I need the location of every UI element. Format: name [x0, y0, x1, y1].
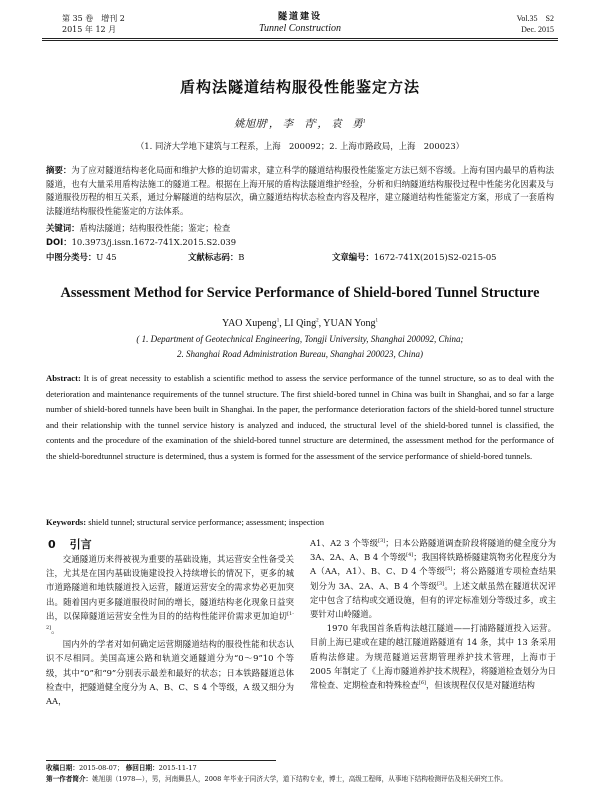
affiliation-en-1: ( 1. Department of Geotechnical Engineering, Tongji University, Shanghai 200092, China; [136, 334, 464, 344]
author-en-sep: , [318, 318, 324, 329]
footer-author-bio [46, 775, 562, 784]
left-column [46, 552, 294, 708]
author-en-3-affil: 1 [375, 318, 379, 324]
author-1-affil: 1 [265, 118, 269, 125]
paragraph-text: ；我国将铁路桥隧建筑物劣化程度分为 A（AA，A1）、B、C、D 4 个等级 [310, 552, 557, 577]
section-number: 0 [48, 538, 56, 551]
revised-label: 修回日期： [125, 764, 159, 772]
author-en-sep: , [279, 318, 285, 329]
paragraph [46, 552, 294, 637]
abstract-en [46, 371, 554, 465]
citation: [3] [437, 580, 445, 587]
doc-code [188, 250, 244, 264]
paragraph-text: 1970 年我国首条盾构法越江隧道——打浦路隧道投入运营。目前上海已建或在建的越江隧道路隧道有 14 条，其中 13 条采用盾构法修建。为规范隧道运营期管理养护技术管理，上海市于 2005 年制定了《上海市隧道养护技术规程》，将隧道检查划分为日常检查、定期检查和特殊检查 [310, 623, 556, 691]
author-en-1: YAO Xupeng [221, 318, 277, 329]
affiliation-en-2: 2. Shanghai Road Administration Bureau, Shanghai 200023, China) [176, 349, 423, 359]
paragraph-text: ；将公路隧道专项检查结果划分为 3A、2A、A、B 4 个等级 [310, 566, 556, 591]
received-label: 收稿日期： [46, 764, 79, 772]
article-number [332, 250, 497, 264]
revised-date: 2015-11-17 [158, 764, 197, 772]
author-en-1-affil: 1 [276, 318, 280, 324]
paragraph-text: ；日本公路隧道调查阶段将隧道的健全度分为 3A、2A、A、B 4 个等级 [310, 538, 557, 563]
authors-en [0, 318, 600, 329]
author-1: 姚旭朋 [234, 118, 266, 130]
header-date: 2015 年 12 月 [62, 25, 117, 34]
header-journal-en: Tunnel Construction [259, 23, 341, 34]
keywords-zh-label: 关键词： [46, 223, 80, 233]
keywords-zh [46, 221, 230, 235]
received-date: 2015-08-07； [78, 764, 124, 772]
author-en-2: LI Qing [284, 318, 317, 329]
author-3: 袁 勇 [331, 118, 363, 130]
doc-code-value: B [238, 252, 245, 262]
author-2-affil: 2 [314, 118, 318, 125]
paragraph [310, 536, 556, 621]
title-zh: 盾构法隧道结构服役性能鉴定方法 [179, 78, 420, 96]
doi-text: 10.3973/j.issn.1672-741X.2015.S2.039 [71, 237, 237, 247]
header-journal-zh: 隧道建设 [277, 12, 322, 22]
keywords-en-text: shield tunnel; structural service performance; assessment; inspection [86, 517, 325, 527]
author-2: 李 青 [282, 118, 315, 130]
abstract-zh-label: 摘要： [46, 165, 72, 175]
header-rule-2 [42, 40, 558, 41]
header-rule [42, 38, 558, 39]
keywords-en-label: Keywords: [46, 517, 87, 527]
paragraph [310, 621, 556, 692]
author-bio-text: 姚旭朋（1978—），男，河南舞县人，2008 年毕业于同济大学，道下结构专业，博士，高级工程师，从事地下结构检测评估及相关研究工作。 [92, 775, 507, 783]
paragraph-text: 国内外的学者对如何确定运营期隧道结构的服役性能和状态认识不尽相同。美国高速公路和轨道交通隧道分为“0～9”10 个等级，其中“0”和“9”分别表示最差和最好的状态；日本铁路隧道总体检查中，把隧道健全度分为 A、B、C、S 4 个等级，A 级又细分为 AA， [46, 639, 294, 707]
clc [46, 250, 117, 264]
abstract-en-text: It is of great necessity to establish a scientific method to assess the service performance of the tunnel structure, so as to deal with the deterioration and maintenance requirements of the tunnel structure. The first shield-bored tunnel in China was built in Shanghai, and so far a large number of shield-bored tunnels have been built in Shanghai. In the paper, the performance deterioration factors of the shield-bored tunnel structure and their relationship with the tunnel service history is analyzed and induced, the structural level of the shield-bored tunnel is classified, the contents and the procedure of the examination of the shield-bored tunnel structure are determined, the assessment method for the performance of the shield-boredtunnel structure is determined, thus a system is formed for the assessment of the service performance of shield-bored tunnels. [46, 373, 554, 461]
article-number-label: 文章编号： [332, 252, 374, 262]
paragraph [46, 637, 294, 708]
section-title: 引言 [69, 538, 92, 551]
header-date-en: Dec. 2015 [521, 25, 554, 34]
author-3-affil: 1 [362, 118, 366, 125]
doi-label: DOI： [46, 237, 72, 247]
author-en-3: YUAN Yong [323, 318, 376, 329]
paragraph-end: ，但该规程仅仅是对隧道结构 [425, 680, 535, 691]
citation: [4] [406, 552, 414, 559]
author-sep: ， [268, 118, 280, 130]
citation: [5] [445, 566, 453, 573]
keywords-en [46, 515, 554, 531]
footer-rule [46, 760, 276, 761]
clc-value: U 45 [96, 252, 117, 262]
authors-zh [0, 116, 600, 131]
author-sep: ， [317, 118, 328, 130]
paragraph-text: 交通隧道历来得被视为重要的基础设施，其运营安全性备受关注，尤其是在国内基础设施建设投入持续增长的情况下，更多的城市道路隧道和地铁隧道投入运营，隧道运营安全的需求势必更加突出。随着国内更多隧道服役时间的增长，隧道结构老化现象日益突出，以保障隧道运营安全性为目的的结构性能评价需求更加迫切 [46, 554, 294, 621]
abstract-zh-text: 为了应对隧道结构老化局面和维护大修的迫切需求，建立科学的隧道结构服役性能鉴定方法已刻不容缓。上海有国内最早的盾构法隧道，也有大量采用盾构法施工的隧道工程。根据在上海开展的盾构法隧道维护经验，分析和归纳隧道结构服役过程中性能劣化因素及与隧道服役历程的相互关系，通过分解隧道的结构层次，确立隧道结构状态检查内容及程序，建立隧道结构性能鉴定方案，形成了一套盾构法隧道结构服役性能鉴定的方法体系。 [46, 165, 554, 216]
clc-label: 中图分类号： [46, 252, 97, 262]
author-en-2-affil: 2 [316, 318, 319, 324]
abstract-en-label: Abstract: [46, 373, 81, 383]
paragraph-text: 。上述文献虽然在隧道状况评定中包含了结构或交通设施，但有的评定标准划分等级过多，或主要针对山岭隧道。 [310, 580, 556, 620]
citation: [3] [378, 538, 386, 545]
footer-dates [46, 764, 197, 773]
citation: [1-2] [46, 611, 294, 632]
paragraph-end: 。 [51, 625, 60, 636]
doi [46, 235, 236, 249]
keywords-zh-text: 盾构法隧道；结构服役性能；鉴定；检查 [79, 223, 231, 233]
section-heading [48, 536, 92, 552]
article-number-value: 1672-741X(2015)S2-0215-05 [373, 252, 497, 262]
abstract-zh [46, 164, 554, 218]
paragraph-text: A1、A2 3 个等级 [310, 538, 379, 548]
header-volume-issue: 第 35 卷 增刊 2 [62, 14, 125, 23]
citation: [6] [418, 680, 426, 687]
right-column [310, 536, 556, 692]
doc-code-label: 文献标志码： [188, 252, 239, 262]
header-volume-en: Vol.35 S2 [516, 14, 554, 23]
affiliations-zh: （1. 同济大学地下建筑与工程系，上海 200092；2. 上海市路政局，上海 200023） [135, 141, 465, 151]
author-bio-label: 第一作者简介： [46, 775, 93, 783]
title-en: Assessment Method for Service Performance of Shield-bored Tunnel Structure [60, 285, 540, 301]
